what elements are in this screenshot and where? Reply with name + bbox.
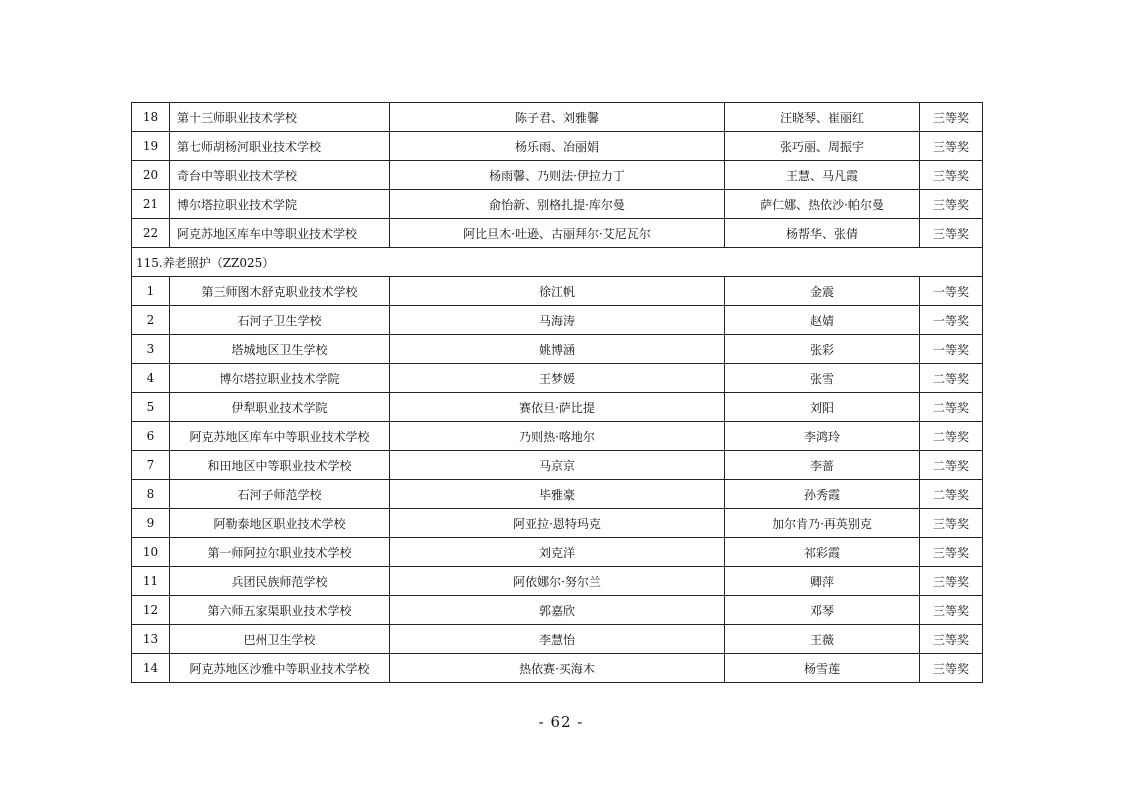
row-number: 12 [132,596,170,625]
table-row [132,190,983,219]
award-level: 三等奖 [920,509,983,538]
table-row [132,654,983,683]
award-level: 二等奖 [920,451,983,480]
page-number: - 62 - [538,713,584,731]
teacher-names: 萨仁娜、热依沙·帕尔曼 [725,190,920,219]
table-row [132,567,983,596]
table-row [132,596,983,625]
school-name: 巴州卫生学校 [170,625,390,654]
table-row [132,219,983,248]
school-name: 博尔塔拉职业技术学院 [170,364,390,393]
row-number: 11 [132,567,170,596]
award-level: 三等奖 [920,190,983,219]
teacher-names: 杨帮华、张倩 [725,219,920,248]
row-number: 3 [132,335,170,364]
teacher-names: 张彩 [725,335,920,364]
school-name: 阿勒泰地区职业技术学校 [170,509,390,538]
school-name: 石河子卫生学校 [170,306,390,335]
school-name: 阿克苏地区库车中等职业技术学校 [170,219,390,248]
student-names: 姚博涵 [390,335,725,364]
award-level: 三等奖 [920,625,983,654]
award-level: 三等奖 [920,161,983,190]
school-name: 石河子师范学校 [170,480,390,509]
teacher-names: 卿萍 [725,567,920,596]
row-number: 5 [132,393,170,422]
section-header-row [132,248,983,277]
student-names: 马海涛 [390,306,725,335]
student-names: 毕雅豪 [390,480,725,509]
award-level: 三等奖 [920,596,983,625]
table-row [132,509,983,538]
row-number: 7 [132,451,170,480]
award-level: 二等奖 [920,364,983,393]
table-row [132,306,983,335]
row-number: 20 [132,161,170,190]
award-level: 三等奖 [920,132,983,161]
award-level: 一等奖 [920,306,983,335]
student-names: 徐江帆 [390,277,725,306]
student-names: 阿比旦木·吐逊、古丽拜尔·艾尼瓦尔 [390,219,725,248]
table-row [132,422,983,451]
student-names: 杨雨馨、乃则法·伊拉力丁 [390,161,725,190]
student-names: 俞怡新、别格扎提·库尔曼 [390,190,725,219]
row-number: 19 [132,132,170,161]
school-name: 阿克苏地区库车中等职业技术学校 [170,422,390,451]
school-name: 兵团民族师范学校 [170,567,390,596]
row-number: 1 [132,277,170,306]
award-level: 三等奖 [920,219,983,248]
student-names: 李慧怡 [390,625,725,654]
student-names: 阿依娜尔·努尔兰 [390,567,725,596]
school-name: 奇台中等职业技术学校 [170,161,390,190]
student-names: 马京京 [390,451,725,480]
teacher-names: 加尔肯乃·再英别克 [725,509,920,538]
teacher-names: 刘阳 [725,393,920,422]
student-names: 刘克洋 [390,538,725,567]
school-name: 第六师五家渠职业技术学校 [170,596,390,625]
school-name: 博尔塔拉职业技术学院 [170,190,390,219]
award-level: 三等奖 [920,538,983,567]
teacher-names: 王薇 [725,625,920,654]
award-level: 三等奖 [920,567,983,596]
table-row [132,132,983,161]
school-name: 塔城地区卫生学校 [170,335,390,364]
student-names: 陈子君、刘雅馨 [390,103,725,132]
row-number: 9 [132,509,170,538]
row-number: 4 [132,364,170,393]
teacher-names: 李蔷 [725,451,920,480]
table-row [132,277,983,306]
teacher-names: 杨雪莲 [725,654,920,683]
teacher-names: 金震 [725,277,920,306]
teacher-names: 李鸿玲 [725,422,920,451]
award-level: 三等奖 [920,103,983,132]
teacher-names: 赵婧 [725,306,920,335]
teacher-names: 张巧丽、周振宇 [725,132,920,161]
school-name: 第一师阿拉尔职业技术学校 [170,538,390,567]
row-number: 2 [132,306,170,335]
award-level: 二等奖 [920,480,983,509]
student-names: 阿亚拉·恩特玛克 [390,509,725,538]
table-row [132,538,983,567]
school-name: 阿克苏地区沙雅中等职业技术学校 [170,654,390,683]
award-level: 三等奖 [920,654,983,683]
student-names: 王梦媛 [390,364,725,393]
table-row [132,625,983,654]
section-title: 115.养老照护（ZZ025） [132,248,983,277]
school-name: 伊犁职业技术学院 [170,393,390,422]
row-number: 18 [132,103,170,132]
teacher-names: 祁彩霞 [725,538,920,567]
table-row [132,451,983,480]
teacher-names: 王慧、马凡霞 [725,161,920,190]
row-number: 13 [132,625,170,654]
student-names: 郭嘉欣 [390,596,725,625]
table-row [132,103,983,132]
student-names: 热依赛·买海木 [390,654,725,683]
school-name: 和田地区中等职业技术学校 [170,451,390,480]
row-number: 22 [132,219,170,248]
school-name: 第十三师职业技术学校 [170,103,390,132]
teacher-names: 孙秀霞 [725,480,920,509]
table-row [132,335,983,364]
row-number: 10 [132,538,170,567]
row-number: 14 [132,654,170,683]
school-name: 第七师胡杨河职业技术学校 [170,132,390,161]
school-name: 第三师图木舒克职业技术学校 [170,277,390,306]
student-names: 杨乐雨、冶丽娟 [390,132,725,161]
award-level: 一等奖 [920,277,983,306]
award-level: 二等奖 [920,422,983,451]
row-number: 8 [132,480,170,509]
table-row [132,161,983,190]
row-number: 6 [132,422,170,451]
teacher-names: 邓琴 [725,596,920,625]
student-names: 赛依旦·萨比提 [390,393,725,422]
award-table [131,102,983,683]
award-level: 一等奖 [920,335,983,364]
student-names: 乃则热·喀地尔 [390,422,725,451]
teacher-names: 汪晓琴、崔丽红 [725,103,920,132]
award-level: 二等奖 [920,393,983,422]
teacher-names: 张雪 [725,364,920,393]
row-number: 21 [132,190,170,219]
table-row [132,364,983,393]
table-row [132,393,983,422]
table-row [132,480,983,509]
